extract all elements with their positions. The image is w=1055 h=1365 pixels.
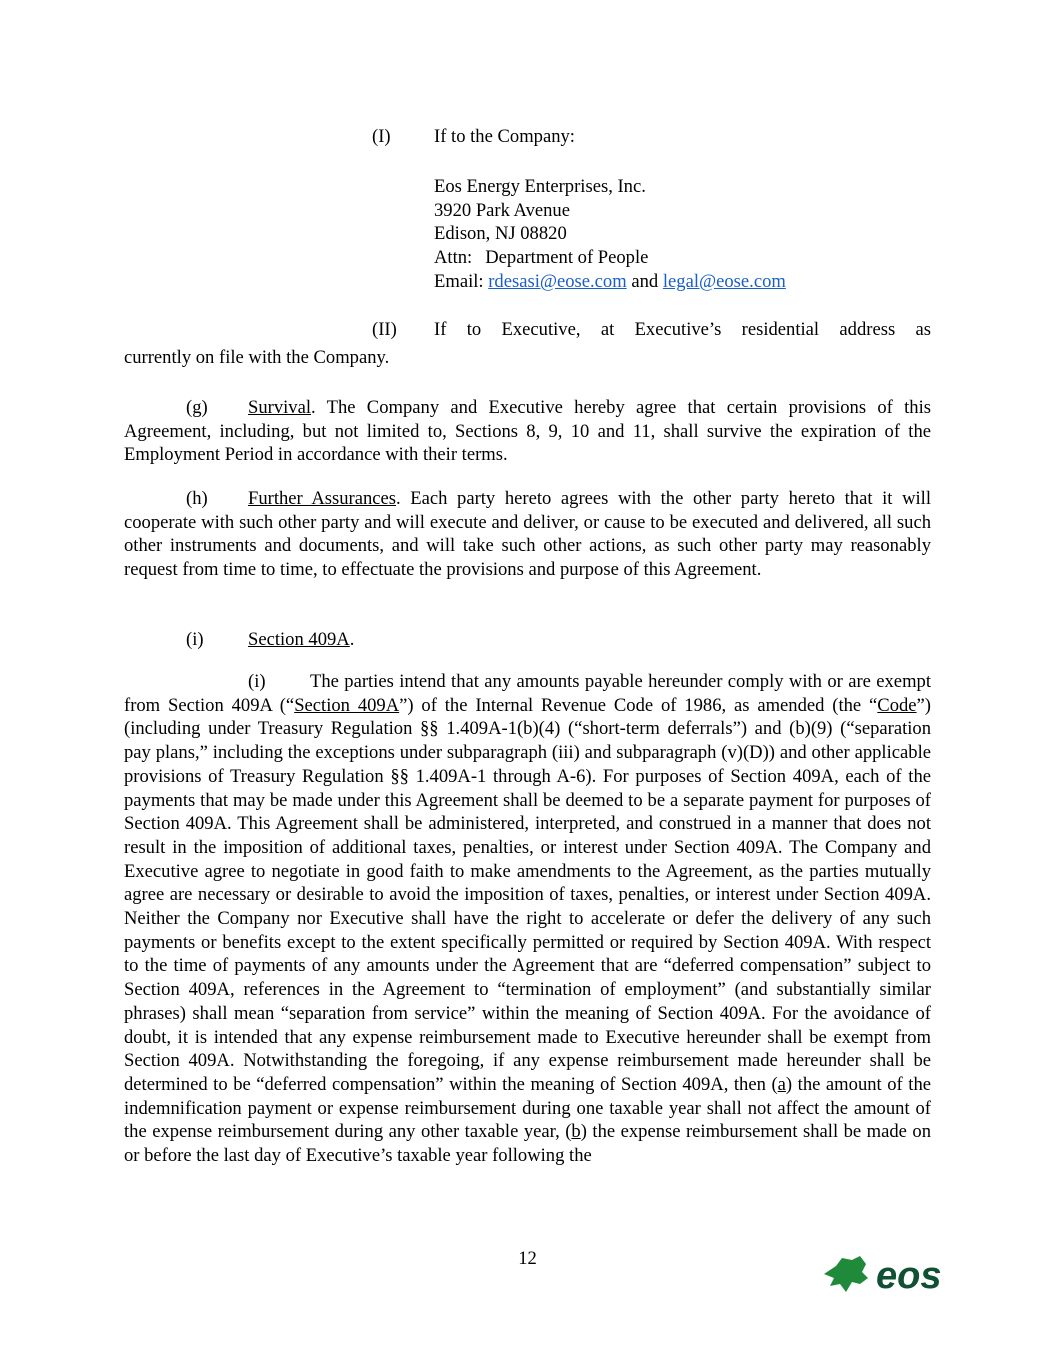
sub-i-defined-section-409a: Section 409A: [294, 694, 400, 716]
notice-executive-continuation: currently on file with the Company.: [124, 347, 390, 368]
sub-i-text-3: ”) (including under Treasury Regulation §§ 1.409A-1(b)(4) (“short-term deferrals”) and (b)(9) (“separation pay plans,” including the exceptions under subparagraph (iii) and subparagraph (v)(D)) and other applicable provisions of Treasury Regulation §§ 1.409A-1 through A-6). For purposes of Section 409A, each of the payments that may be made under this Agreement shall be deemed to be a separate payment for purposes of Section 409A. This Agreement shall be administered, interpreted, and construed in a manner that does not result in the imposition of additional taxes, penalties, or interest under Section 409A. The Company and Executive agree to negotiate in good faith to make amendments to the Agreement, as the parties mutually agree are necessary or desirable to avoid the imposition of taxes, penalties, or interest under Section 409A. Neither the Company nor Executive shall have the right to accelerate or defer the delivery of any such payments or benefits except to the extent specifically permitted or required by Section 409A. With respect to the time of payments of any amounts under the Agreement that are “deferred compensation” subject to Section 409A, references in the Agreement to “termination of employment” (and substantially similar phrases) shall mean “separation from service” within the meaning of Section 409A. For the avoidance of doubt, it is intended that any expense reimbursement made to Executive hereunder shall be exempt from Section 409A. Notwithstanding the foregoing, if any expense reimbursement made hereunder shall be determined to be “deferred compensation” within the meaning of Section 409A, then (: [124, 694, 931, 1095]
page-number: 12: [518, 1248, 537, 1269]
further-assurances-paragraph: [124, 487, 931, 582]
attn-value: Department of People: [485, 247, 649, 269]
section-409a-heading: [186, 628, 354, 652]
section-409a-period: .: [349, 629, 355, 650]
sub-i-text-5: ) the expense reimbursement shall be made on or before the last day of Executive’s taxable year following the: [124, 1121, 931, 1167]
eos-logo-wordmark: eos: [876, 1255, 942, 1296]
sub-i-clause-a: a: [777, 1073, 786, 1095]
sub-i-text-1: The parties intend that any amounts payable hereunder comply with or are exempt from Section 409A (“: [124, 671, 931, 716]
section-409a-number: (i): [186, 629, 204, 650]
email-label: Email:: [434, 270, 484, 292]
company-address-block: [434, 175, 931, 294]
eos-logo: [822, 1254, 958, 1296]
section-409a-sub-i-paragraph: [124, 670, 931, 1168]
company-street: 3920 Park Avenue: [434, 199, 570, 221]
survival-paragraph: [124, 396, 931, 467]
notice-company-text: If to the Company:: [434, 126, 575, 147]
survival-number: (g): [186, 397, 208, 418]
sub-i-number: (i): [248, 671, 266, 692]
sub-i-text-2: ”) of the Internal Revenue Code of 1986, as amended (the “: [399, 694, 878, 716]
company-email: [434, 270, 931, 294]
eos-logo-mark-icon: [822, 1254, 958, 1296]
section-409a-title: Section 409A: [248, 629, 350, 650]
survival-body: . The Company and Executive hereby agree that certain provisions of this Agreement, including, but not limited to, Sections 8, 9, 10 and 11, shall survive the expiration of the Employment Period in accordance with their terms.: [124, 397, 931, 466]
company-city: Edison, NJ 08820: [434, 223, 567, 245]
notice-company-number: (I): [372, 126, 391, 147]
sub-i-text-4: ) the amount of the indemnification payment or expense reimbursement during one taxable year shall not affect the amount of the expense reimbursement during any other taxable year, (: [124, 1073, 932, 1143]
eos-logo-leaf-icon: [824, 1256, 868, 1292]
notice-executive-text: If to Executive, at Executive’s residential address as: [434, 319, 931, 340]
company-attn: [434, 246, 931, 270]
email-link-rdesasi[interactable]: rdesasi@eose.com: [488, 270, 627, 292]
sub-i-clause-b: b: [571, 1121, 581, 1143]
sub-i-defined-code: Code: [877, 694, 917, 716]
email-link-legal[interactable]: legal@eose.com: [662, 270, 786, 292]
attn-label: Attn:: [434, 247, 473, 269]
email-and: and: [631, 270, 659, 292]
further-number: (h): [186, 488, 208, 509]
survival-title: Survival: [248, 397, 312, 418]
company-name: Eos Energy Enterprises, Inc.: [434, 176, 646, 197]
notice-company-line: [372, 125, 391, 149]
further-body: . Each party hereto agrees with the other party hereto that it will cooperate with such other party and will execute and deliver, or cause to be executed and delivered, all such other instruments and documents, and will take such other actions, as such other party may reasonably request from time to time, to effectuate the provisions and purpose of this Agreement.: [124, 488, 931, 581]
further-title: Further Assurances: [248, 488, 396, 509]
notice-executive-number: (II): [372, 319, 397, 340]
